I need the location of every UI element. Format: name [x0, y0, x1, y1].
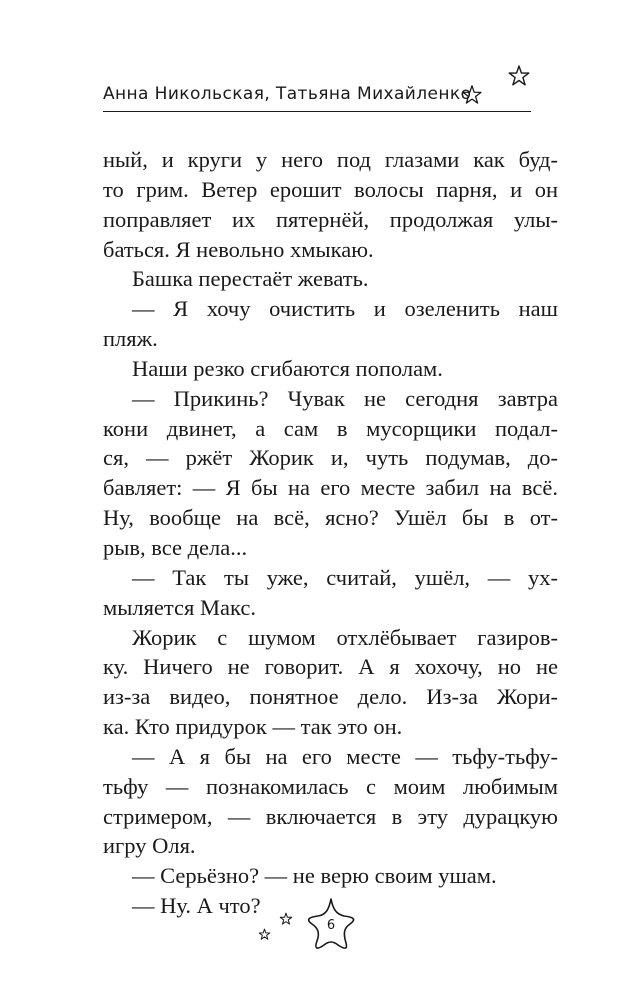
text-line: пляж. [103, 326, 158, 352]
page-number-badge [303, 895, 363, 955]
text-line: бавляет: — Я бы на его месте забил на всё. [103, 475, 558, 501]
text-line: игру Оля. [103, 833, 196, 859]
text-line: ка. Кто придурок — так это он. [103, 714, 403, 740]
text-line: мыляется Макс. [103, 594, 256, 620]
text-line: кони двинет, а сам в мусорщики подал- [103, 415, 558, 441]
text-line: — Серьёзно? — не верю своим ушам. [132, 863, 497, 889]
text-line: Ну, вообще на всё, ясно? Ушёл бы в от- [103, 505, 558, 531]
text-line: тьфу — познакомилась с моим любимым [103, 773, 558, 799]
page-number: 6 [326, 918, 336, 933]
text-line: стримером, — включается в эту дурацкую [103, 803, 558, 829]
text-line: ку. Ничего не говорит. А я хохочу, но не [103, 654, 558, 680]
text-line: — Так ты уже, считай, ушёл, — ух- [132, 564, 558, 590]
text-line: баться. Я невольно хмыкаю. [103, 236, 374, 262]
text-line: — Прикинь? Чувак не сегодня завтра [132, 385, 558, 411]
text-line: то грим. Ветер ерошит волосы парня, и он [103, 176, 558, 202]
text-line: рыв, все дела... [103, 534, 248, 560]
header-rule [103, 111, 531, 112]
star-outline-icon [507, 64, 531, 88]
text-line: — Ну. А что? [132, 893, 261, 919]
body-text [103, 145, 558, 921]
text-line: поправляет их пятернёй, продолжая улы- [103, 206, 558, 232]
star-outline-icon [279, 912, 293, 926]
text-line: Наши резко сгибаются пополам. [132, 355, 443, 381]
running-head: Анна Никольская, Татьяна Михайленко [103, 84, 472, 104]
star-outline-icon [461, 84, 483, 106]
star-outline-icon [258, 928, 271, 941]
text-line: из-за видео, понятное дело. Из-за Жори- [103, 684, 558, 710]
text-line: Башка перестаёт жевать. [132, 266, 369, 292]
text-line: — Я хочу очистить и озеленить наш [132, 296, 558, 322]
text-line: Жорик с шумом отхлёбывает газиров- [132, 624, 558, 650]
text-line: ный, и круги у него под глазами как буд- [103, 147, 558, 172]
text-line: — А я бы на его месте — тьфу-тьфу- [132, 743, 558, 769]
text-line: ся, — ржёт Жорик и, чуть подумав, до- [103, 445, 558, 471]
